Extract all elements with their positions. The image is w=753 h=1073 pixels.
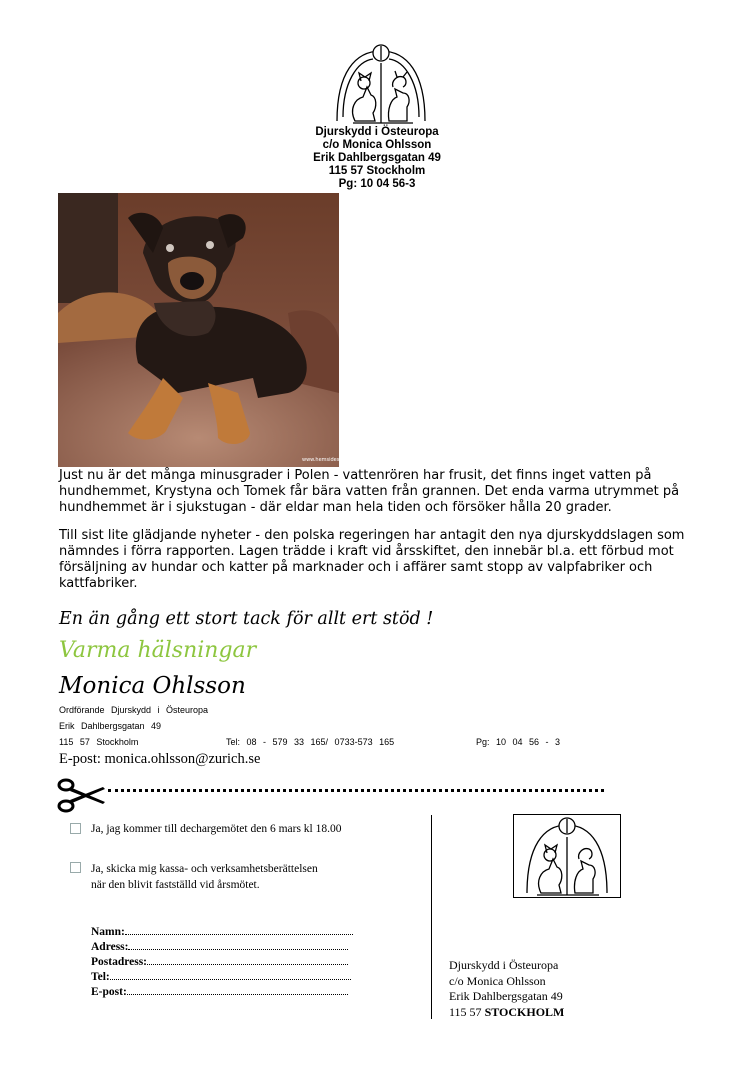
return-address (449, 958, 564, 1020)
option2-label-line2: när den blivit fastställd vid årsmötet. (91, 879, 260, 891)
address-label: Adress: (91, 941, 129, 953)
address-field[interactable] (91, 940, 348, 956)
greeting: Varma hälsningar (59, 638, 257, 663)
signer-phone: Tel: 08 - 579 33 165/ 0733-573 165 (226, 737, 395, 747)
header-org-name: Djurskydd i Östeuropa (315, 126, 439, 138)
photo-watermark: www.hemsidesajt.se (302, 457, 354, 463)
phone-label: Tel: (91, 971, 110, 983)
option1-label: Ja, jag kommer till dechargemötet den 6 mars kl 18.00 (91, 823, 342, 835)
header-pg: Pg: 10 04 56-3 (338, 178, 416, 190)
signer-email: E-post: monica.ohlsson@zurich.se (59, 751, 261, 767)
header-co-line: c/o Monica Ohlsson (322, 139, 432, 151)
dog-photo (58, 193, 354, 467)
return-logo-icon (514, 815, 620, 897)
name-label: Namn: (91, 926, 125, 938)
option2-label-line1: Ja, skicka mig kassa- och verksamhetsberättelsen (91, 863, 318, 875)
header-street: Erik Dahlbergsgatan 49 (313, 152, 441, 164)
option2-checkbox[interactable] (70, 862, 81, 873)
email-label: E-post: (91, 986, 127, 998)
return-postal-number: 115 57 (449, 1004, 482, 1019)
option1-checkbox[interactable] (70, 823, 81, 834)
signer-postal: 115 57 Stockholm (59, 737, 139, 747)
signer-street: Erik Dahlbergsgatan 49 (59, 721, 162, 731)
return-address-line2: c/o Monica Ohlsson (449, 973, 546, 988)
return-address-line4 (449, 1005, 564, 1021)
email-field[interactable] (91, 985, 348, 1001)
body-paragraph-1: Just nu är det många minusgrader i Polen - vattenrören har frusit, det finns inget vatten på hundhemmet, Krystyna och Tomek får bära vatten från grannen. Det enda varma utrymmet på hundhemmet är i sjukstugan - där eldar man hela tiden och försöker hålla 20 grader. (59, 468, 680, 515)
name-field[interactable] (91, 925, 353, 941)
cut-line (108, 789, 604, 792)
signer-name: Monica Ohlsson (59, 673, 246, 699)
header-postal: 115 57 Stockholm (328, 165, 426, 177)
thanks-line: En än gång ett stort tack för allt ert stöd ! (59, 609, 434, 629)
organization-logo (333, 43, 429, 125)
signer-pg: Pg: 10 04 56 - 3 (476, 737, 561, 747)
body-paragraph-2: Till sist lite glädjande nyheter - den polska regeringen har antagit den nya djurskyddslagen som nämndes i förra rapporten. Lagen trädde i kraft vid årsskiftet, den innebär bl.a. ett förbud mot försäljning av hundar och katter på marknader och i affärer samt stopp av valpfabriker och kattfabriker. (59, 528, 685, 591)
slip-divider (431, 815, 432, 1019)
return-logo-box (513, 814, 621, 898)
signer-title: Ordförande Djurskydd i Östeuropa (59, 705, 209, 715)
phone-field[interactable] (91, 970, 351, 986)
postal-address-label: Postadress: (91, 956, 148, 968)
header-address (277, 126, 477, 191)
return-address-line1: Djurskydd i Östeuropa (449, 958, 559, 972)
return-city: STOCKHOLM (484, 1004, 565, 1019)
postal-address-field[interactable] (91, 955, 348, 971)
return-address-line3: Erik Dahlbergsgatan 49 (449, 989, 563, 1003)
scissors-icon (57, 776, 107, 816)
